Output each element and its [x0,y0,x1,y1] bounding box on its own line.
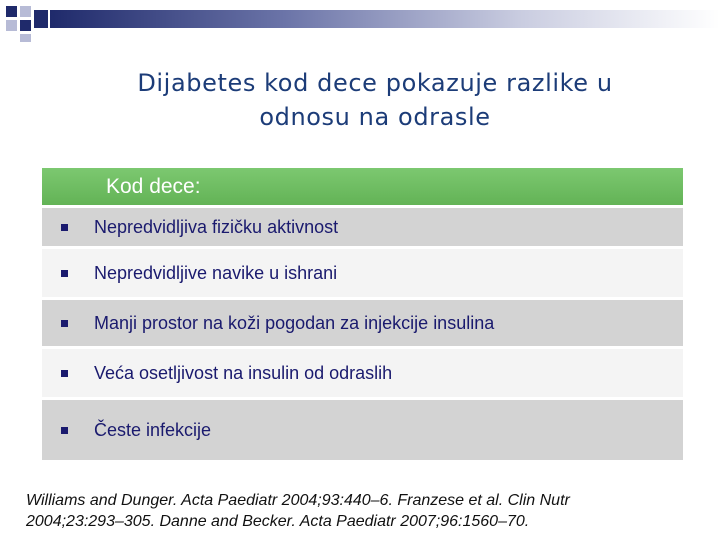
row-text: Manji prostor na koži pogodan za injekcije insulina [94,312,495,333]
row-text: Nepredvidljiva fizičku aktivnost [94,216,339,237]
square-bullet-icon [61,427,68,434]
corner-square-decoration [6,6,17,17]
table-row [42,300,683,346]
table-header: Kod dece: [42,168,683,205]
corner-square-decoration [20,34,31,42]
square-bullet-icon [61,270,68,277]
corner-square-decoration [6,20,17,31]
square-bullet-icon [61,320,68,327]
citation [26,490,706,532]
slide-title-line: odnosu na odrasle [259,103,491,131]
slide-title-line: Dijabetes kod dece pokazuje razlike u [137,69,613,97]
row-text: Nepredvidljive navike u ishrani [94,262,338,283]
square-bullet-icon [61,224,68,231]
citation-line: 2004;23:293–305. Danne and Becker. Acta Paediatr 2007;96:1560–70. [26,513,530,530]
row-text: Česte infekcije [94,419,212,440]
top-gradient-bar [50,10,720,28]
row-text: Veća osetljivost na insulin od odraslih [94,362,393,383]
corner-square-decoration [20,20,31,31]
slide-title [40,66,710,134]
table-row [42,249,683,297]
citation-line: Williams and Dunger. Acta Paediatr 2004;93:440–6. Franzese et al. Clin Nutr [26,492,570,509]
corner-square-decoration [20,6,31,17]
content-table [42,168,683,463]
square-bullet-icon [61,370,68,377]
corner-square-decoration [34,10,48,28]
table-row [42,208,683,246]
table-row [42,349,683,397]
table-row [42,400,683,460]
